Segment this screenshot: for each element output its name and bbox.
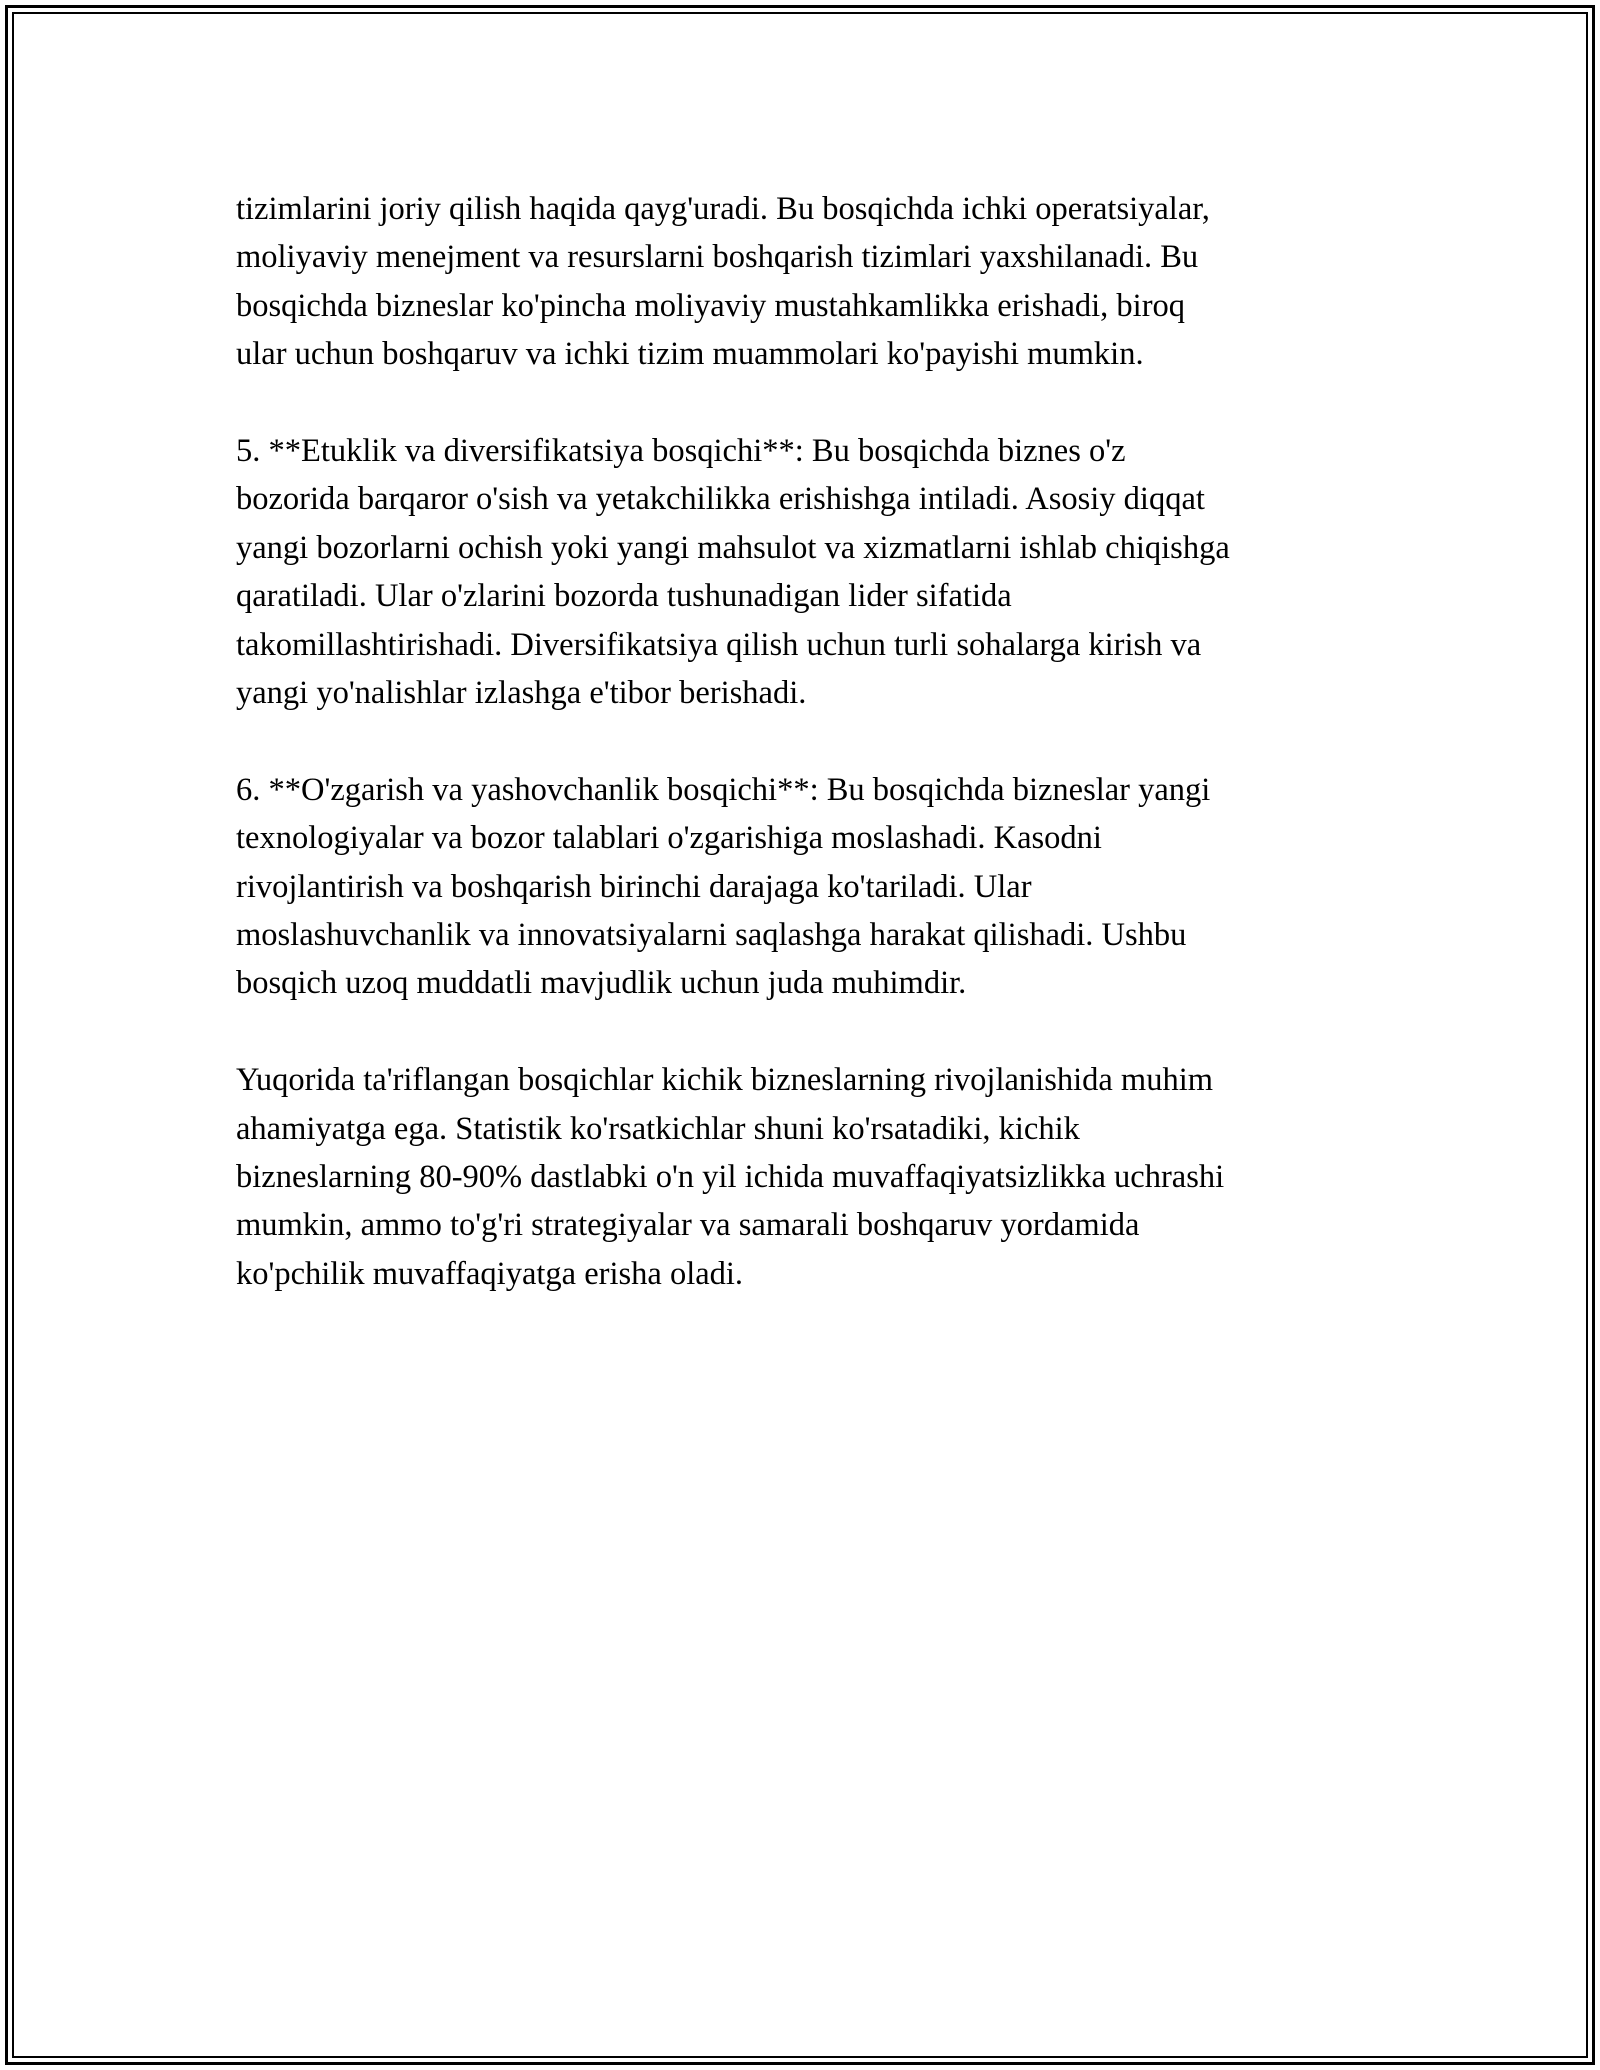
paragraph-conclusion: Yuqorida ta'riflangan bosqichlar kichik bizneslarning rivojlanishida muhim ahamiyatga ega. Statistik ko'rsatkichlar shuni ko'rsatadiki, kichik bizneslarning 80-90% dastlabki o'n yil ichida muvaffaqiyatsizlikka uchrashi mumkin, ammo to'g'ri strategiyalar va samarali boshqaruv yordamida ko'pchilik muvaffaqiyatga erisha oladi. bbox=[236, 1062, 1225, 1292]
document-body bbox=[236, 185, 1366, 1347]
paragraph-change-stage: 6. **O'zgarish va yashovchanlik bosqichi**: Bu bosqichda bizneslar yangi texnologiyalar va bozor talablari o'zgarishiga moslashadi. Kasodni rivojlantirish va boshqarish birinchi darajaga ko'tariladi. Ular moslashuvchanlik va innovatsiyalarni saqlashga harakat qilishadi. Ushbu bosqich uzoq muddatli mavjudlik uchun juda muhimdir. bbox=[236, 771, 1211, 1002]
paragraph-maturity-stage: 5. **Etuklik va diversifikatsiya bosqichi**: Bu bosqichda biznes o'z bozorida barqaror o'sish va yetakchilikka erishishga intiladi. Asosiy diqqat yangi bozorlarni ochish yoki yangi mahsulot va xizmatlarni ishlab chiqishga qaratiladi. Ular o'zlarini bozorda tushunadigan lider sifatida takomillashtirishadi. Diversifikatsiya qilish uchun turli sohalarga kirish va yangi yo'nalishlar izlashga e'tibor berishadi. bbox=[236, 433, 1230, 712]
paragraph-systems-continuation: tizimlarini joriy qilish haqida qayg'uradi. Bu bosqichda ichki operatsiyalar, moliyaviy menejment va resurslarni boshqarish tizimlari yaxshilanadi. Bu bosqichda bizneslar ko'pincha moliyaviy mustahkamlikka erishadi, biroq ular uchun boshqaruv va ichki tizim muammolari ko'payishi mumkin. bbox=[236, 191, 1210, 373]
